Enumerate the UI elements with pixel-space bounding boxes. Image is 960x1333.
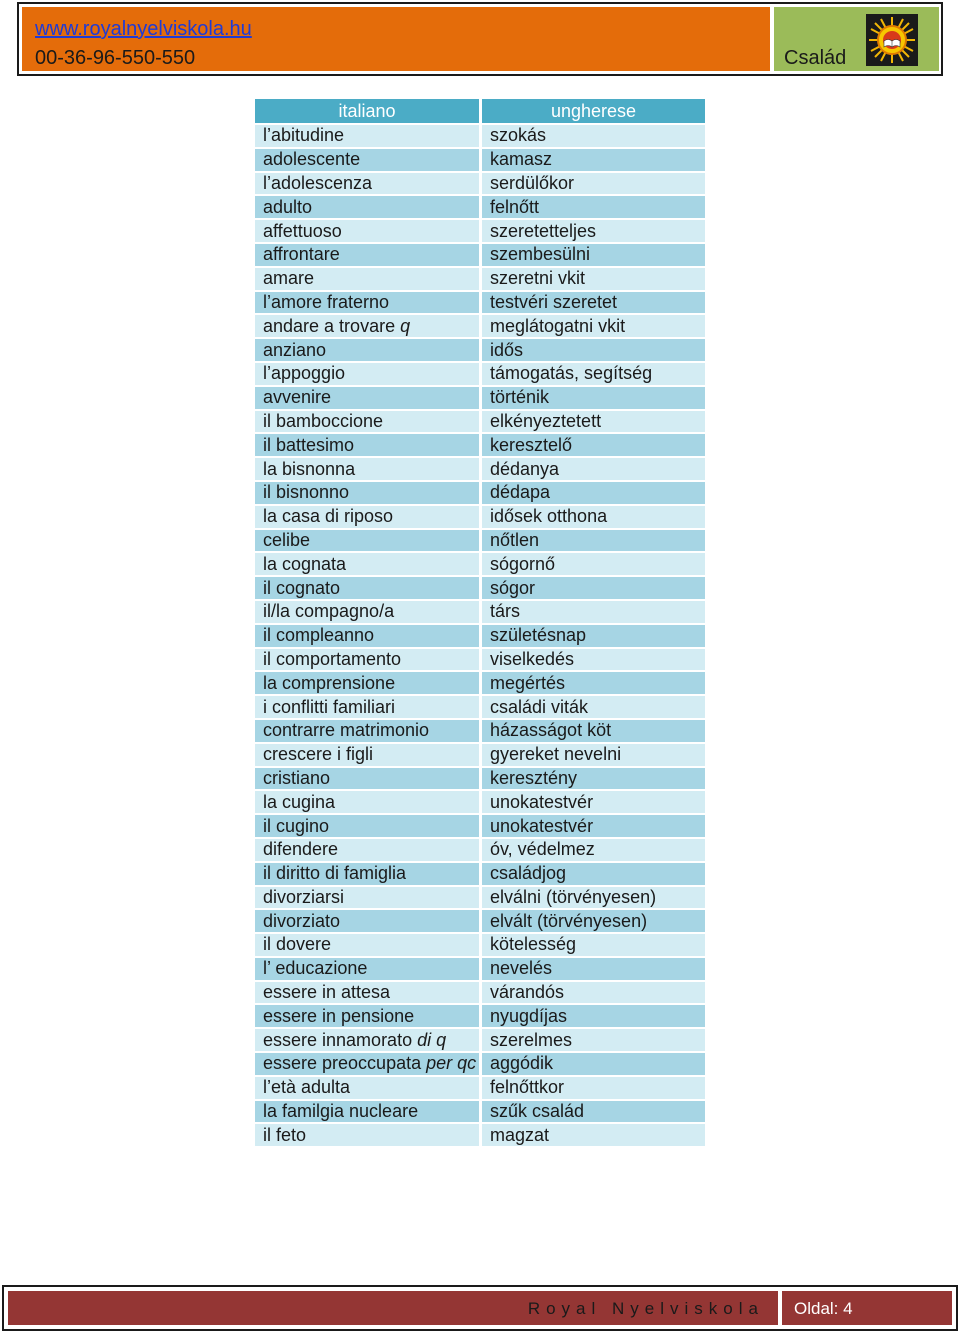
table-header-row (255, 99, 705, 125)
table-row (255, 458, 705, 482)
hungarian-term: házasságot köt (482, 720, 705, 744)
hungarian-term: viselkedés (482, 649, 705, 673)
hungarian-term: keresztény (482, 768, 705, 792)
italian-term (255, 744, 482, 768)
hungarian-term: családi viták (482, 696, 705, 720)
hungarian-term: nyugdíjas (482, 1005, 705, 1029)
hungarian-term: szeretetteljes (482, 220, 705, 244)
table-row (255, 268, 705, 292)
table-row (255, 506, 705, 530)
hungarian-term: nőtlen (482, 530, 705, 554)
hungarian-term: történik (482, 387, 705, 411)
hungarian-term: magzat (482, 1124, 705, 1148)
hungarian-term: felnőttkor (482, 1077, 705, 1101)
italian-term (255, 1029, 482, 1053)
italian-term (255, 196, 482, 220)
italian-term-text: il bisnonno (263, 482, 350, 503)
italian-term (255, 292, 482, 316)
italian-term (255, 672, 482, 696)
table-row (255, 1077, 705, 1101)
italian-term (255, 149, 482, 173)
hungarian-term: szokás (482, 125, 705, 149)
italian-term-text: la cognata (263, 553, 347, 574)
italian-term-text: anziano (263, 339, 327, 360)
italian-term (255, 863, 482, 887)
italian-term-text: essere innamorato (263, 1029, 413, 1050)
hungarian-term: sógor (482, 577, 705, 601)
table-row (255, 649, 705, 673)
italian-term (255, 1124, 482, 1148)
table-row (255, 672, 705, 696)
table-row (255, 601, 705, 625)
italian-term-text: il compleanno (263, 625, 375, 646)
vocabulary-table (255, 99, 705, 1148)
hungarian-term: idős (482, 339, 705, 363)
hungarian-term: kötelesség (482, 934, 705, 958)
hungarian-term: felnőtt (482, 196, 705, 220)
hungarian-term: társ (482, 601, 705, 625)
hungarian-term: szembesülni (482, 244, 705, 268)
hungarian-term: idősek otthona (482, 506, 705, 530)
italian-term-text: adulto (263, 196, 313, 217)
table-row (255, 553, 705, 577)
table-row (255, 815, 705, 839)
italian-term-text: divorziarsi (263, 886, 345, 907)
italian-term-text: il diritto di famiglia (263, 863, 407, 884)
hungarian-term: dédapa (482, 482, 705, 506)
italian-term-text: cristiano (263, 767, 331, 788)
footer-brand-panel (8, 1291, 778, 1325)
italian-term (255, 268, 482, 292)
italian-term (255, 982, 482, 1006)
italian-term-text: l’appoggio (263, 363, 346, 384)
italian-term (255, 339, 482, 363)
italian-term (255, 1005, 482, 1029)
italian-term-object: di q (417, 1029, 447, 1050)
sun-book-logo-icon (866, 14, 918, 66)
italian-term-text: il dovere (263, 934, 332, 955)
hungarian-term: támogatás, segítség (482, 363, 705, 387)
hungarian-term: családjog (482, 863, 705, 887)
hungarian-term: elkényeztetett (482, 411, 705, 435)
italian-term (255, 910, 482, 934)
table-row (255, 768, 705, 792)
column-header-hungarian: ungherese (482, 99, 705, 125)
hungarian-term: dédanya (482, 458, 705, 482)
table-row (255, 482, 705, 506)
italian-term-text: affettuoso (263, 220, 342, 241)
table-row (255, 887, 705, 911)
hungarian-term: óv, védelmez (482, 839, 705, 863)
table-row (255, 1124, 705, 1148)
italian-term-text: essere preoccupata (263, 1053, 422, 1074)
table-row (255, 982, 705, 1006)
hungarian-term: gyereket nevelni (482, 744, 705, 768)
italian-term-text: i conflitti familiari (263, 696, 396, 717)
italian-term (255, 958, 482, 982)
italian-term-text: divorziato (263, 910, 341, 931)
italian-term (255, 934, 482, 958)
table-row (255, 149, 705, 173)
italian-term (255, 625, 482, 649)
hungarian-term: serdülőkor (482, 173, 705, 197)
hungarian-term: nevelés (482, 958, 705, 982)
hungarian-term: testvéri szeretet (482, 292, 705, 316)
hungarian-term: kamasz (482, 149, 705, 173)
italian-term (255, 220, 482, 244)
italian-term-text: la familgia nucleare (263, 1101, 419, 1122)
italian-term-text: il comportamento (263, 648, 402, 669)
table-row (255, 220, 705, 244)
table-row (255, 720, 705, 744)
header-contact-panel (22, 7, 770, 71)
table-row (255, 696, 705, 720)
italian-term-text: essere in attesa (263, 982, 391, 1003)
italian-term (255, 1077, 482, 1101)
italian-term-text: l’ educazione (263, 958, 368, 979)
italian-term-text: contrarre matrimonio (263, 720, 430, 741)
italian-term (255, 839, 482, 863)
italian-term (255, 791, 482, 815)
italian-term (255, 720, 482, 744)
section-title: Család (784, 47, 847, 69)
hungarian-term: unokatestvér (482, 791, 705, 815)
italian-term-text: avvenire (263, 387, 332, 408)
italian-term (255, 458, 482, 482)
hungarian-term: születésnap (482, 625, 705, 649)
hungarian-term: sógornő (482, 553, 705, 577)
italian-term-text: l’adolescenza (263, 172, 373, 193)
hungarian-term: elválni (törvényesen) (482, 887, 705, 911)
italian-term (255, 244, 482, 268)
page-footer (2, 1285, 958, 1331)
italian-term-object: per qc (426, 1053, 477, 1074)
table-row (255, 910, 705, 934)
hungarian-term: aggódik (482, 1053, 705, 1077)
table-row (255, 411, 705, 435)
italian-term-text: adolescente (263, 149, 361, 170)
table-row (255, 744, 705, 768)
italian-term (255, 387, 482, 411)
italian-term-text: il cognato (263, 577, 341, 598)
italian-term (255, 411, 482, 435)
italian-term (255, 649, 482, 673)
table-row (255, 839, 705, 863)
table-row (255, 577, 705, 601)
italian-term (255, 1101, 482, 1125)
italian-term (255, 768, 482, 792)
italian-term-text: affrontare (263, 244, 340, 265)
italian-term (255, 482, 482, 506)
table-row (255, 363, 705, 387)
table-row (255, 125, 705, 149)
table-row (255, 863, 705, 887)
table-row (255, 1005, 705, 1029)
italian-term-text: la casa di riposo (263, 506, 394, 527)
italian-term (255, 696, 482, 720)
table-row (255, 315, 705, 339)
table-row (255, 292, 705, 316)
italian-term (255, 363, 482, 387)
italian-term (255, 577, 482, 601)
italian-term (255, 173, 482, 197)
italian-term-text: amare (263, 268, 315, 289)
table-row (255, 530, 705, 554)
italian-term-text: la comprensione (263, 672, 396, 693)
italian-term-text: il battesimo (263, 434, 355, 455)
school-name: Royal Nyelviskola (527, 1299, 764, 1318)
italian-term-text: crescere i figli (263, 744, 374, 765)
italian-term-text: la cugina (263, 791, 336, 812)
table-row (255, 1029, 705, 1053)
phone-number: 00-36-96-550-550 (35, 47, 196, 69)
italian-term-text: celibe (263, 529, 311, 550)
table-row (255, 958, 705, 982)
italian-term-text: essere in pensione (263, 1005, 415, 1026)
table-row (255, 434, 705, 458)
hungarian-term: szerelmes (482, 1029, 705, 1053)
italian-term (255, 125, 482, 149)
italian-term (255, 887, 482, 911)
hungarian-term: keresztelő (482, 434, 705, 458)
italian-term (255, 434, 482, 458)
italian-term-text: il bamboccione (263, 410, 384, 431)
table-row (255, 1053, 705, 1077)
hungarian-term: szűk család (482, 1101, 705, 1125)
hungarian-term: elvált (törvényesen) (482, 910, 705, 934)
hungarian-term: unokatestvér (482, 815, 705, 839)
table-row (255, 1101, 705, 1125)
italian-term-text: l’abitudine (263, 125, 345, 146)
italian-term-text: il cugino (263, 815, 330, 836)
italian-term-object: q (400, 315, 411, 336)
table-row (255, 934, 705, 958)
page-header (17, 2, 943, 76)
italian-term (255, 553, 482, 577)
italian-term (255, 1053, 482, 1077)
italian-term (255, 530, 482, 554)
italian-term (255, 506, 482, 530)
vocabulary-rows (255, 125, 705, 1148)
italian-term-text: il/la compagno/a (263, 601, 395, 622)
italian-term-text: il feto (263, 1124, 307, 1145)
table-row (255, 196, 705, 220)
hungarian-term: meglátogatni vkit (482, 315, 705, 339)
footer-page-panel (782, 1291, 952, 1325)
table-row (255, 339, 705, 363)
page-number: Oldal: 4 (794, 1299, 853, 1318)
italian-term (255, 601, 482, 625)
italian-term (255, 315, 482, 339)
italian-term (255, 815, 482, 839)
hungarian-term: várandós (482, 982, 705, 1006)
italian-term-text: andare a trovare (263, 315, 396, 336)
website-link[interactable]: www.royalnyelviskola.hu (35, 18, 252, 40)
table-row (255, 244, 705, 268)
table-row (255, 387, 705, 411)
table-row (255, 625, 705, 649)
hungarian-term: megértés (482, 672, 705, 696)
column-header-italian: italiano (255, 99, 482, 125)
table-row (255, 173, 705, 197)
italian-term-text: l’amore fraterno (263, 291, 390, 312)
hungarian-term: szeretni vkit (482, 268, 705, 292)
italian-term-text: l’età adulta (263, 1077, 351, 1098)
italian-term-text: la bisnonna (263, 458, 356, 479)
header-title-panel (774, 7, 939, 71)
table-row (255, 791, 705, 815)
italian-term-text: difendere (263, 839, 339, 860)
